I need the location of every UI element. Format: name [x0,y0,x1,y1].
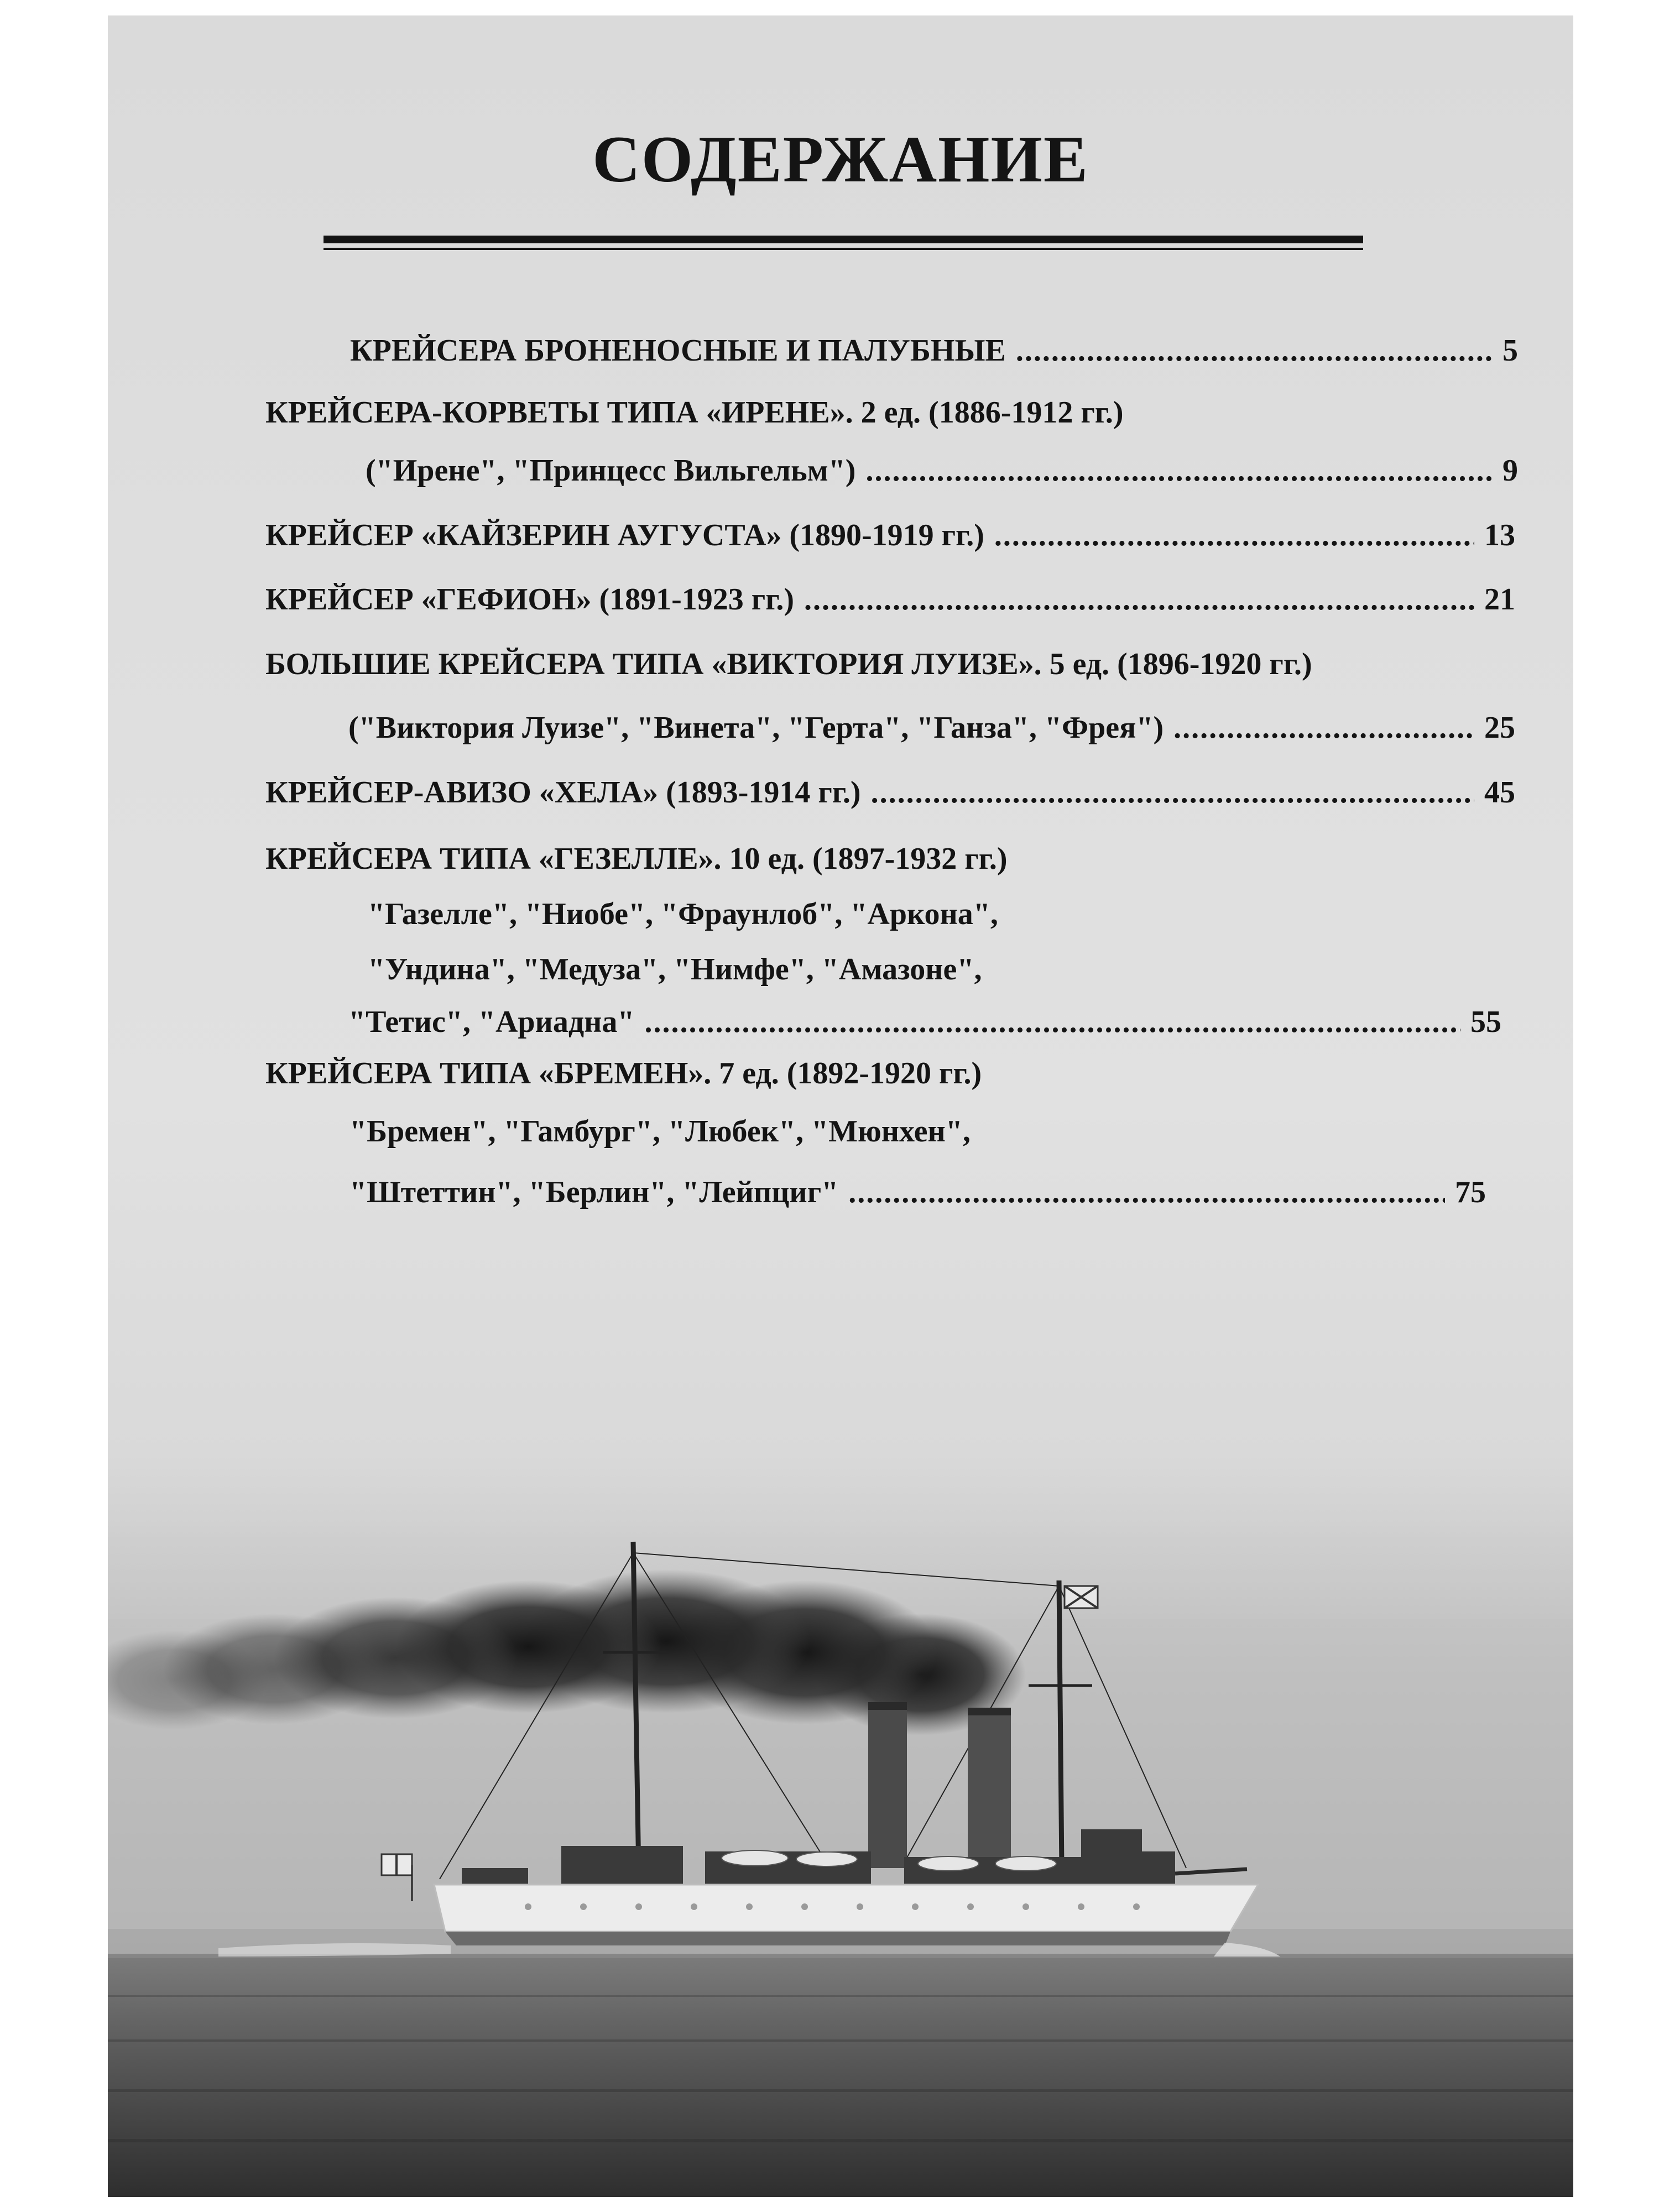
dot-leader [865,455,1493,486]
toc-entry-hela[interactable] [265,777,1515,808]
dot-leader [994,520,1474,551]
toc-page-number: 25 [1484,711,1515,745]
toc-entry-augusta[interactable] [265,520,1515,551]
toc-entry-text: ("Ирене", "Принцесс Вильгельм") [366,453,856,488]
toc-entry-gazelle-ships-3[interactable] [348,1006,1501,1037]
toc-page-number: 9 [1503,453,1518,488]
dot-leader [1173,712,1474,743]
dot-leader [871,777,1474,808]
toc-page-number: 5 [1503,333,1518,368]
toc-entry-irene-ships[interactable] [366,455,1518,486]
funnel-fore [868,1702,907,1868]
toc-entry-text: ("Виктория Луизе", "Винета", "Герта", "Ганза", "Фрея") [348,711,1164,745]
dot-leader [804,584,1474,615]
funnel-aft [968,1708,1011,1868]
toc-page-number: 45 [1484,775,1515,810]
dot-leader [645,1006,1460,1037]
toc-entry-gazelle-ships-2: "Ундина", "Медуза", "Нимфе", "Амазоне", [368,952,982,987]
toc-entry-text: "Штеттин", "Берлин", "Лейпциг" [349,1175,839,1209]
toc-page-number: 55 [1470,1005,1501,1039]
dot-leader [848,1177,1445,1208]
toc-entry-bremen-heading[interactable]: КРЕЙСЕРА ТИПА «БРЕМЕН». 7 ед. (1892-1920 гг.) [265,1056,982,1091]
toc-entry-bremen-ships-1: "Бремен", "Гамбург", "Любек", "Мюнхен", [349,1114,971,1149]
toc-entry-gazelle-heading[interactable]: КРЕЙСЕРА ТИПА «ГЕЗЕЛЛЕ». 10 ед. (1897-1932 гг.) [265,842,1008,876]
title-rule-thin [324,248,1363,250]
toc-entry-text: "Тетис", "Ариадна" [348,1005,635,1039]
toc-page-number: 21 [1484,582,1515,617]
toc-entry-victoria-ships[interactable] [348,712,1515,743]
toc-entry-bremen-ships-2[interactable] [349,1177,1486,1208]
dot-leader [1016,335,1493,366]
toc-entry-irene-heading[interactable]: КРЕЙСЕРА-КОРВЕТЫ ТИПА «ИРЕНЕ». 2 ед. (1886-1912 гг.) [265,395,1124,430]
toc-entry-text: КРЕЙСЕР-АВИЗО «ХЕЛА» (1893-1914 гг.) [265,775,861,810]
toc-entry-gazelle-ships-1: "Газелле", "Ниобе", "Фраунлоб", "Аркона", [368,897,998,931]
page-panel [108,15,1573,2197]
cruiser-photograph [108,1520,1573,2197]
toc-entry-gefion[interactable] [265,584,1515,615]
toc-entry-victoria-heading[interactable]: БОЛЬШИЕ КРЕЙСЕРА ТИПА «ВИКТОРИЯ ЛУИЗЕ». 5 ед. (1896-1920 гг.) [265,647,1312,681]
toc-page-number: 13 [1484,518,1515,552]
title-rule-thick [324,236,1363,243]
toc-entry-text: КРЕЙСЕРА БРОНЕНОСНЫЕ И ПАЛУБНЫЕ [350,333,1006,368]
toc-page-number: 75 [1455,1175,1486,1209]
toc-entry-armored[interactable] [350,335,1518,366]
toc-entry-text: КРЕЙСЕР «ГЕФИОН» (1891-1923 гг.) [265,582,794,617]
toc-entry-text: КРЕЙСЕР «КАЙЗЕРИН АУГУСТА» (1890-1919 гг.) [265,518,984,552]
page-title: СОДЕРЖАНИЕ [592,122,1089,196]
